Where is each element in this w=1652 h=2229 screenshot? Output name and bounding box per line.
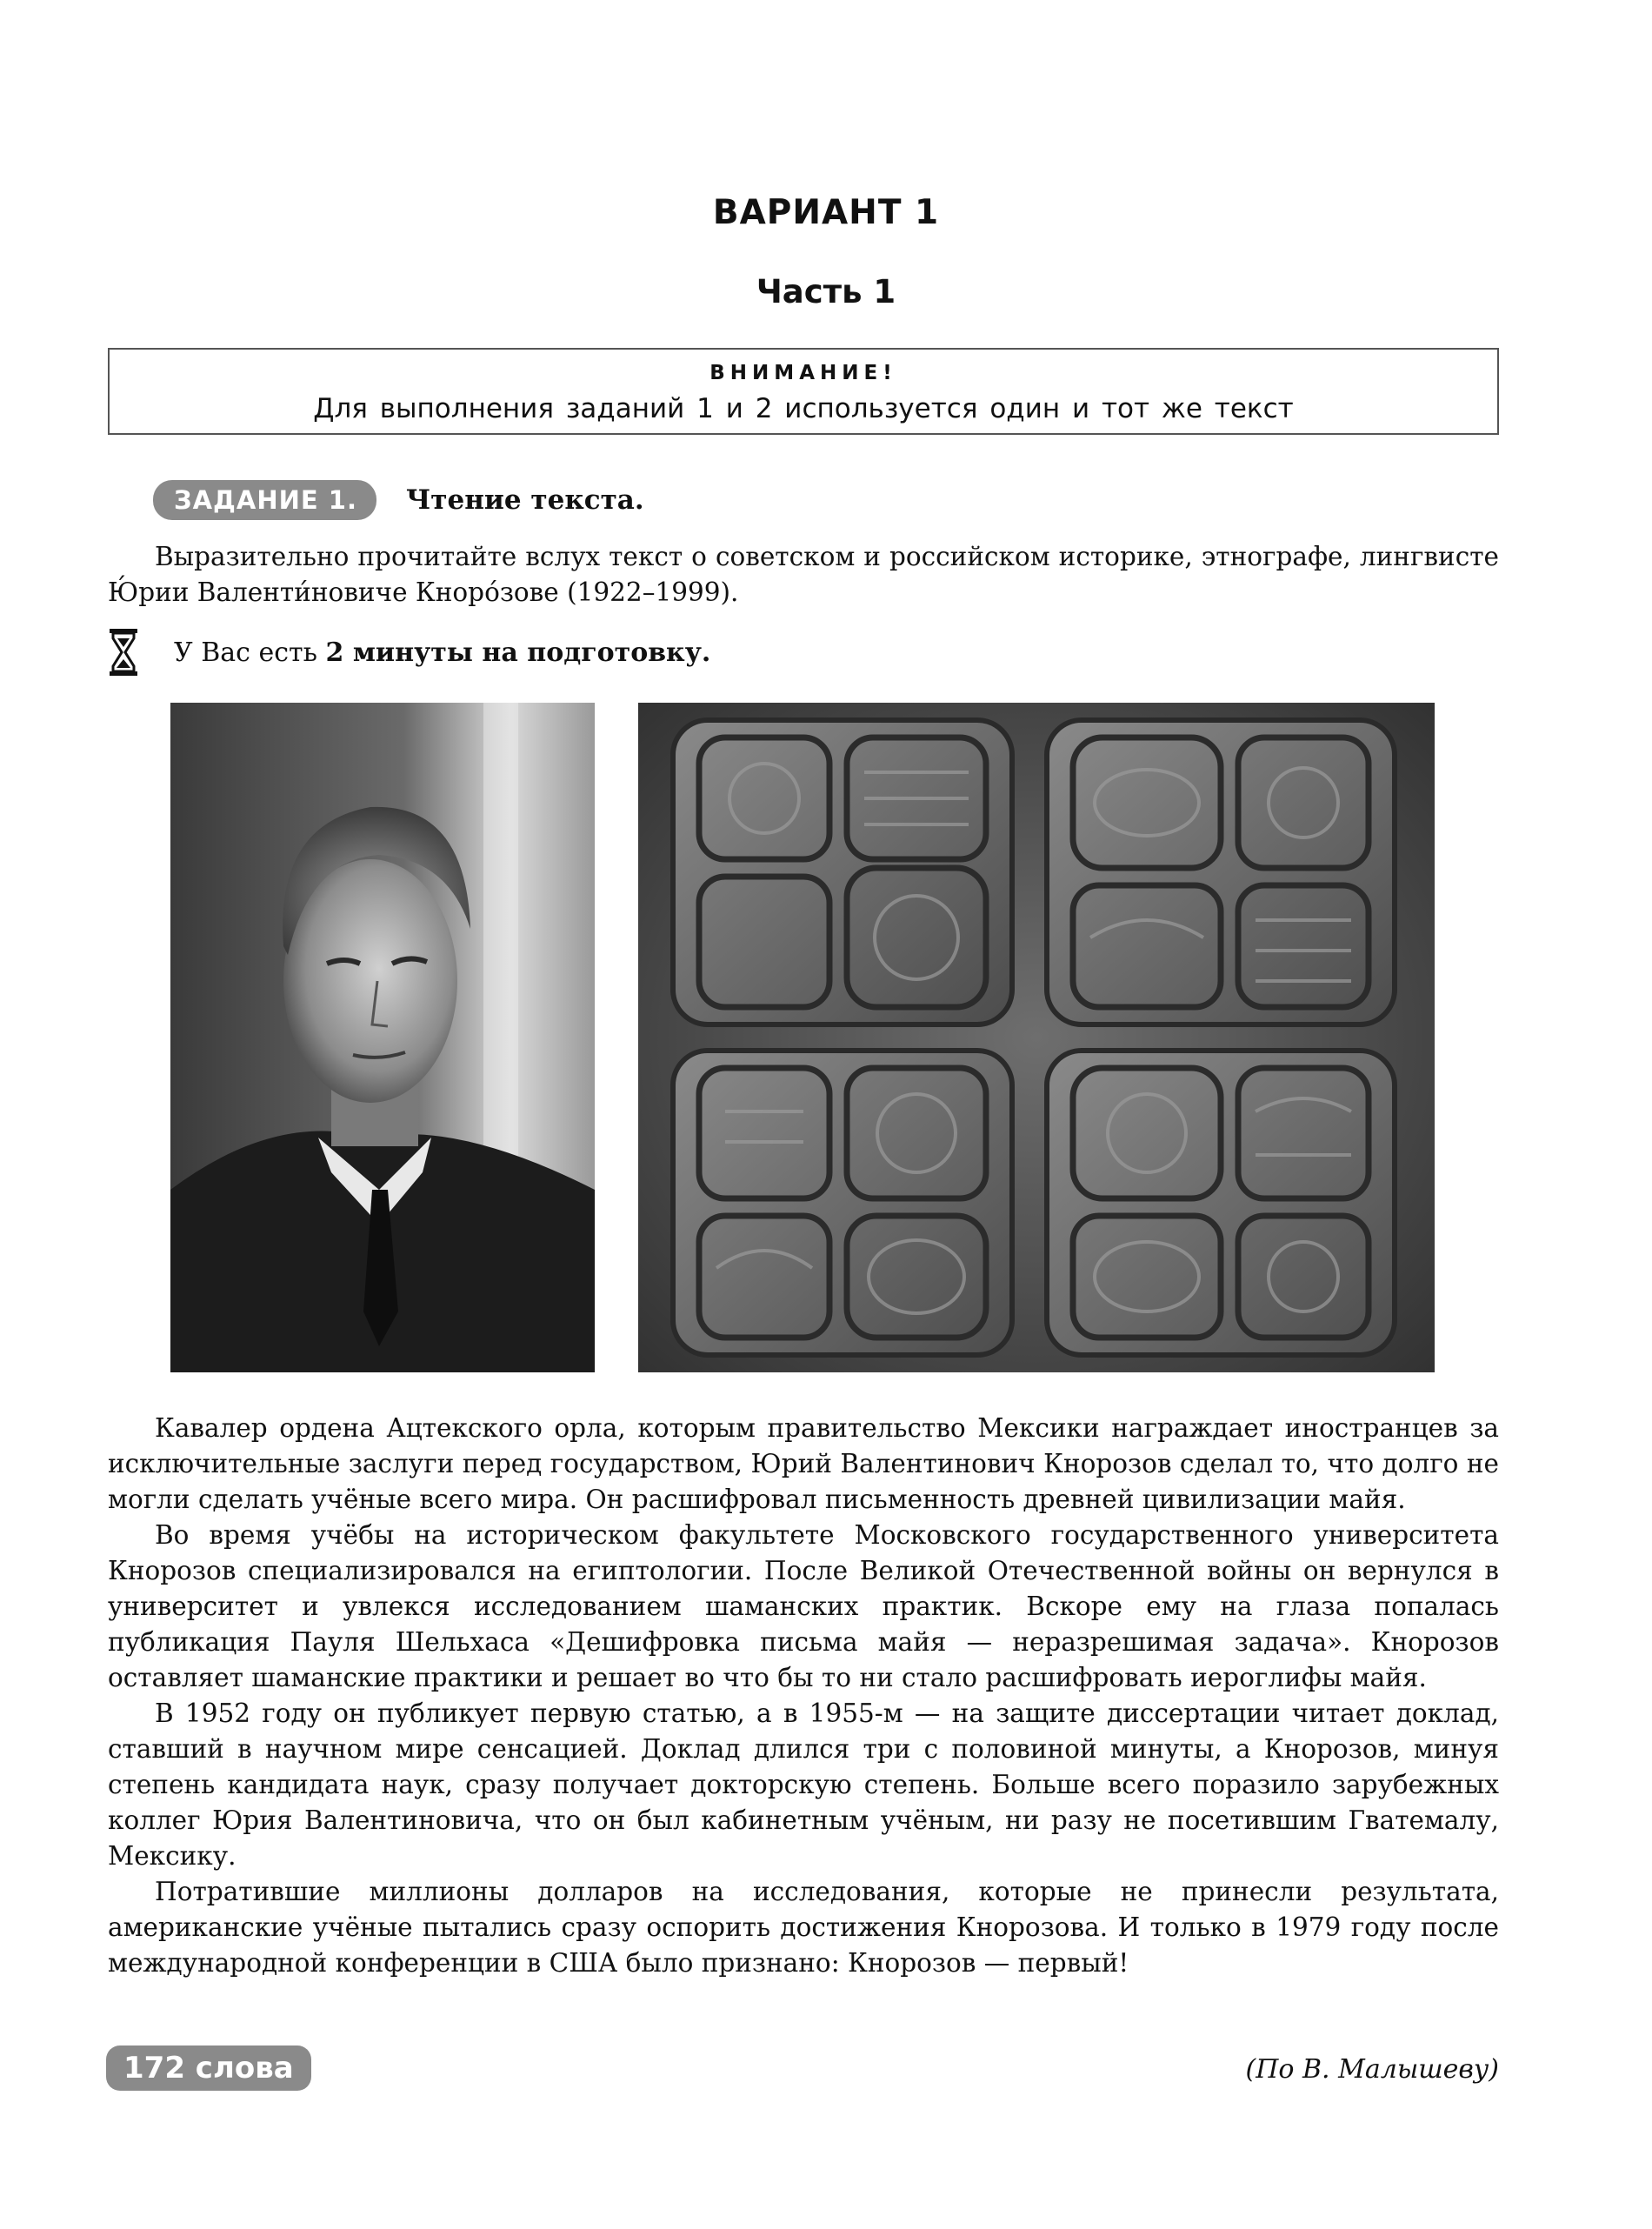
notice-heading: ВНИМАНИЕ!: [709, 362, 897, 384]
article-paragraph: В 1952 году он публикует первую статью, а в 1955-м — на защите диссертации читает доклад, ставший в научном мире сенсацией. Доклад длился три с половиной минуты, а Кнорозов, минуя степень кандидата наук, сразу получает докторскую степень. Больше всего поразило зарубежных коллег Юрия Валентиновича, что он был кабинетным учёным, ни разу не посетившим Гватемалу, Мексику.: [108, 1698, 1499, 1871]
notice-text: Для выполнения заданий 1 и 2 используется один и тот же текст: [313, 393, 1294, 424]
article-paragraph: Потратившие миллионы долларов на исследования, которые не принесли результата, американские учёные пытались сразу оспорить достижения Кнорозова. И только в 1979 году после международной конференции в США было признано: Кнорозов — первый!: [108, 1877, 1499, 1978]
prep-text-bold: 2 минуты на подготовку.: [325, 637, 711, 668]
article-text: [108, 1411, 1499, 1981]
word-count-badge: 172 слова: [106, 2045, 311, 2091]
hourglass-icon: [108, 628, 139, 677]
task-header: [153, 478, 644, 522]
prep-text-prefix: У Вас есть: [174, 637, 326, 668]
part-title: Часть 1: [756, 273, 896, 310]
source-attribution: (По В. Малышеву): [1245, 2054, 1499, 2085]
notice-box: [108, 348, 1499, 435]
prep-note: [108, 628, 710, 677]
task-instruction: Выразительно прочитайте вслух текст о советском и российском историке, этнографе, лингвисте Ю́рии Валенти́новиче Кноро́зове (1922–1999).: [108, 542, 1499, 607]
article-paragraph: Кавалер ордена Ацтекского орла, которым правительство Мексики награждает иностранцев за исключительные заслуги перед государством, Юрий Валентинович Кнорозов сделал то, что долго не могли сделать учёные всего мира. Он расшифровал письменность древней цивилизации майя.: [108, 1413, 1499, 1514]
maya-glyphs-photo: [638, 703, 1435, 1372]
article-paragraph: Во время учёбы на историческом факультете Московского государственного университета Кнорозов специализировался на египтологии. После Великой Отечественной войны он вернулся в университет и увлекся исследованием шаманских практик. Вскоре ему на глаза попалась публикация Пауля Шельхаса «Дешифровка письма майя — неразрешимая задача». Кнорозов оставляет шаманские практики и решает во что бы то ни стало расшифровать иероглифы майя.: [108, 1520, 1499, 1692]
variant-title: ВАРИАНТ 1: [712, 193, 940, 232]
portrait-photo: [170, 703, 595, 1372]
task-badge: ЗАДАНИЕ 1.: [153, 480, 376, 520]
task-title: Чтение текста.: [405, 484, 644, 516]
